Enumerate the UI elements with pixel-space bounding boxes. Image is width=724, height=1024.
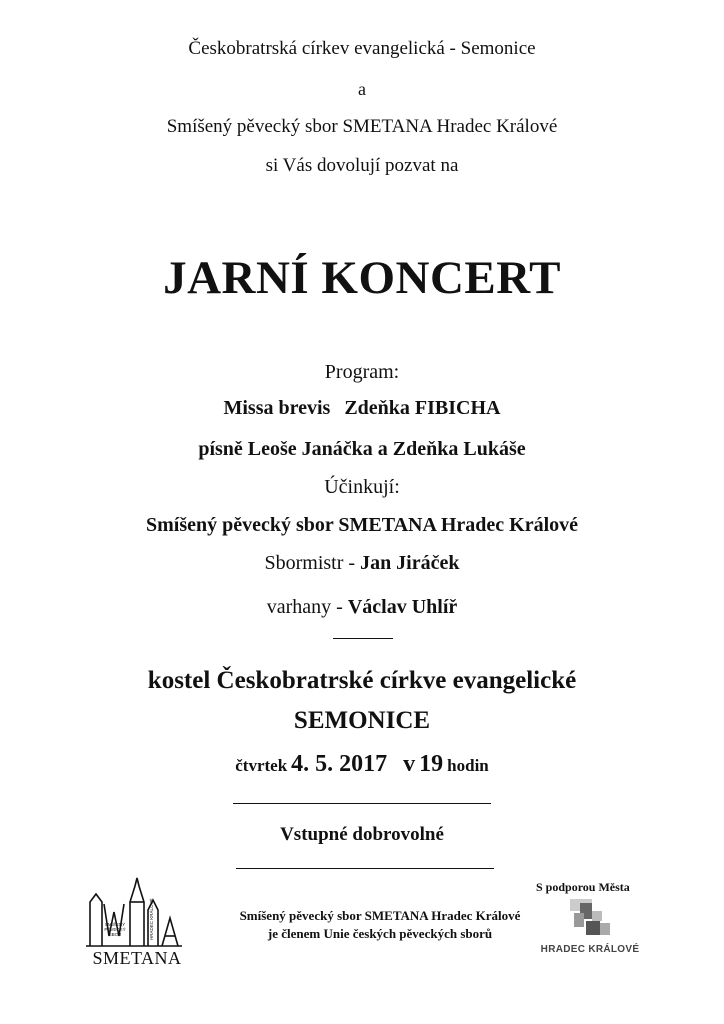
admission: Vstupné dobrovolné [280, 824, 444, 845]
time-v: v [403, 751, 416, 777]
program-mass-composer: Zdeňka FIBICHA [344, 397, 501, 419]
date-time-line [0, 752, 724, 776]
performers-choir: Smíšený pěvecký sbor SMETANA Hradec Králové [145, 514, 579, 536]
smetana-towers-icon [82, 874, 192, 949]
short-divider [333, 638, 393, 639]
organizer-choir: Smíšený pěvecký sbor SMETANA Hradec Králové [166, 116, 558, 137]
performers-label: Účinkují: [324, 476, 400, 498]
conjunction: a [358, 79, 366, 99]
organ-name: Václav Uhlíř [347, 596, 458, 618]
date: 4. 5. 2017 [291, 751, 388, 777]
venue-village: SEMONICE [293, 707, 431, 734]
invitation-text: si Vás dovolují pozvat na [265, 155, 459, 176]
organ-label: varhany - [266, 596, 343, 618]
support-label: S podporou Města [536, 880, 630, 894]
city-name: HRADEC KRÁLOVÉ [540, 944, 640, 955]
organizer-church: Českobratrská církev evangelická - Semonice [188, 38, 536, 59]
membership-line-1: Smíšený pěvecký sbor SMETANA Hradec Králové [239, 908, 521, 923]
logo-small-text: SMÍŠENÝ PĚVECKÝ SBOR [104, 922, 126, 937]
logo-word: SMETANA [92, 948, 182, 968]
program-item-songs: písně Leoše Janáčka a Zdeňka Lukáše [198, 438, 526, 460]
choirmaster-label: Sbormistr - [264, 552, 356, 574]
divider-upper [233, 803, 491, 804]
divider-lower [236, 868, 494, 869]
choirmaster-line [0, 553, 724, 573]
smetana-choir-logo [82, 874, 192, 972]
hodin: hodin [447, 756, 489, 775]
program-mass-title: Missa brevis [223, 397, 331, 419]
membership-line-2: je členem Unie českých pěveckých sborů [267, 926, 493, 941]
weekday: čtvrtek [235, 756, 288, 775]
concert-title: JARNÍ KONCERT [163, 252, 561, 304]
city-logo-icon [568, 897, 614, 941]
organ-line [0, 597, 724, 617]
program-item-mass [0, 398, 724, 418]
program-label: Program: [324, 361, 400, 383]
venue-church: kostel Českobratrské církve evangelické [147, 667, 577, 694]
hour: 19 [419, 751, 444, 777]
logo-vertical-text: HRADEC KRÁLOVÉ [149, 898, 154, 940]
choirmaster-name: Jan Jiráček [360, 552, 460, 574]
